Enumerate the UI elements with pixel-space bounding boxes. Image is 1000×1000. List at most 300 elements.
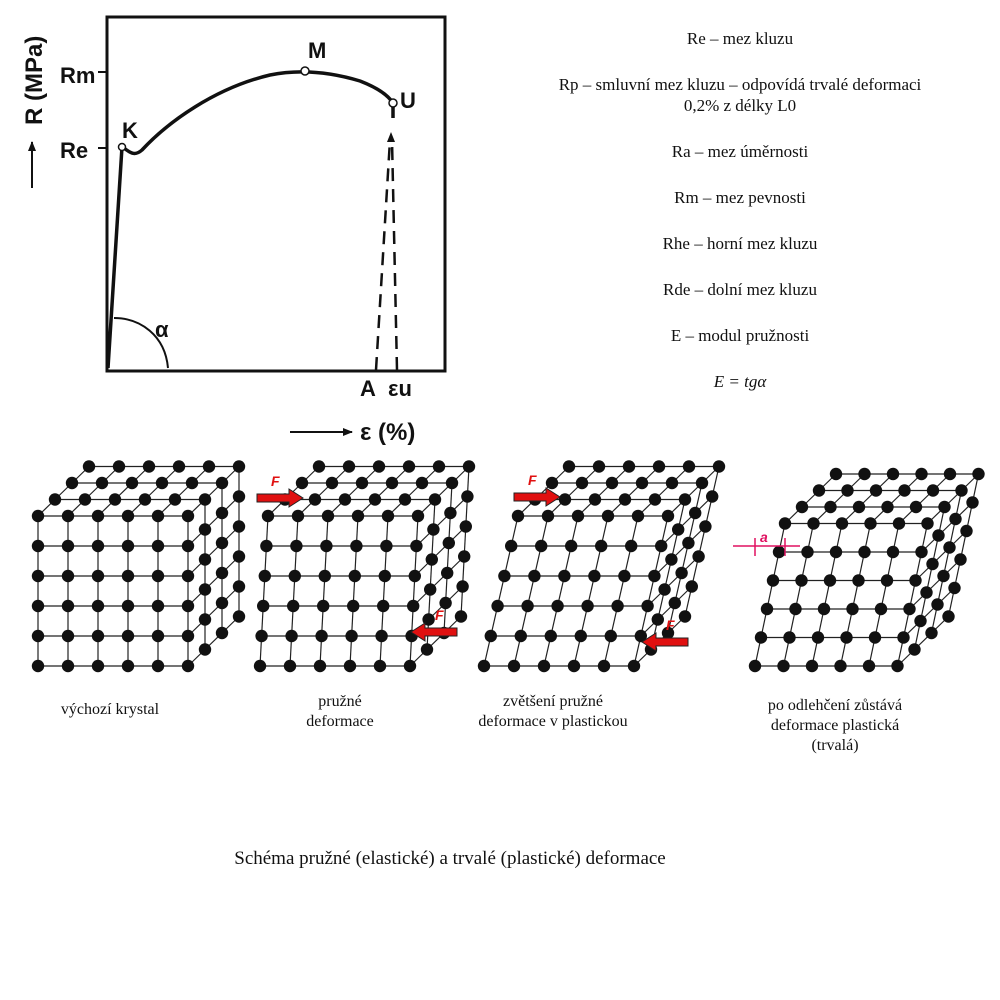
atom: [259, 570, 271, 582]
atom: [122, 540, 134, 552]
atom: [369, 493, 381, 505]
atom: [625, 540, 637, 552]
atom: [421, 643, 433, 655]
atom: [62, 630, 74, 642]
atom: [699, 520, 711, 532]
atom: [559, 493, 571, 505]
atom: [546, 477, 558, 489]
atom: [801, 546, 813, 558]
atom: [755, 631, 767, 643]
atom: [948, 582, 960, 594]
unloading-arrow-head: [387, 132, 395, 142]
atom: [853, 501, 865, 513]
atom: [32, 600, 44, 612]
atom: [572, 510, 584, 522]
y-tick-rm: Rm: [60, 63, 96, 88]
atom: [349, 570, 361, 582]
offset-label: a: [760, 529, 768, 545]
atom: [505, 540, 517, 552]
atom: [655, 540, 667, 552]
atom: [403, 460, 415, 472]
atom: [315, 630, 327, 642]
atom: [92, 570, 104, 582]
atom: [795, 574, 807, 586]
force-arrow: [257, 473, 303, 507]
caption-initial-crystal: výchozí krystal: [60, 701, 160, 718]
atom: [407, 600, 419, 612]
atom: [679, 493, 691, 505]
atom: [649, 493, 661, 505]
atom: [62, 660, 74, 672]
atom: [182, 510, 194, 522]
atom: [260, 540, 272, 552]
atom: [943, 541, 955, 553]
atom: [840, 631, 852, 643]
atom: [942, 610, 954, 622]
atom: [966, 496, 978, 508]
atom: [538, 660, 550, 672]
atom: [314, 660, 326, 672]
atom: [558, 570, 570, 582]
atom: [478, 660, 490, 672]
point-k-label: K: [122, 118, 138, 143]
atom: [675, 567, 687, 579]
atom: [379, 570, 391, 582]
atom: [807, 517, 819, 529]
atom: [485, 630, 497, 642]
atom: [869, 631, 881, 643]
atom: [455, 610, 467, 622]
atom: [412, 510, 424, 522]
atom: [386, 477, 398, 489]
atom: [887, 468, 899, 480]
atom: [773, 546, 785, 558]
atom: [461, 490, 473, 502]
atom: [836, 517, 848, 529]
atom: [545, 630, 557, 642]
atom: [296, 477, 308, 489]
atom: [399, 493, 411, 505]
atom: [343, 460, 355, 472]
crystal-elastic-to-plastic: [478, 460, 725, 672]
atom: [789, 603, 801, 615]
atom: [289, 570, 301, 582]
atom: [932, 529, 944, 541]
atom: [122, 570, 134, 582]
figure-title: Schéma pružné (elastické) a trvalé (plastické) deformace: [234, 848, 666, 869]
atom: [706, 490, 718, 502]
point-u-label: U: [400, 88, 416, 113]
atom: [619, 493, 631, 505]
atom: [122, 630, 134, 642]
atom: [606, 477, 618, 489]
atom: [662, 510, 674, 522]
atom: [326, 477, 338, 489]
atom: [350, 540, 362, 552]
atom: [443, 537, 455, 549]
atom: [32, 540, 44, 552]
atom: [152, 540, 164, 552]
atom: [380, 540, 392, 552]
atom: [66, 477, 78, 489]
atom: [841, 484, 853, 496]
atom: [233, 550, 245, 562]
atom: [944, 468, 956, 480]
legend-item-rm: Rm – mez pevnosti: [674, 188, 806, 207]
point-m-label: M: [308, 38, 327, 63]
atom: [233, 460, 245, 472]
atom: [858, 468, 870, 480]
atom: [783, 631, 795, 643]
atom: [955, 484, 967, 496]
atom: [652, 613, 664, 625]
crystal-initial: [32, 460, 245, 672]
atom: [122, 510, 134, 522]
angle-label: α: [155, 317, 169, 342]
atom: [909, 574, 921, 586]
atom: [233, 610, 245, 622]
atom: [563, 460, 575, 472]
atom: [433, 460, 445, 472]
atom: [182, 600, 194, 612]
atom: [317, 600, 329, 612]
atom: [696, 477, 708, 489]
atom: [658, 583, 670, 595]
atom: [779, 517, 791, 529]
atom: [682, 537, 694, 549]
atom: [62, 600, 74, 612]
legend-formula: E = tgα: [713, 372, 767, 391]
atom: [834, 660, 846, 672]
y-axis-label: R (MPa): [21, 35, 48, 125]
force-arrow: [411, 607, 457, 641]
atom: [551, 600, 563, 612]
atom: [920, 586, 932, 598]
atom: [456, 580, 468, 592]
atom: [126, 477, 138, 489]
atom: [761, 603, 773, 615]
atom: [83, 460, 95, 472]
atom: [216, 477, 228, 489]
atom: [623, 460, 635, 472]
atom: [508, 660, 520, 672]
atom: [575, 630, 587, 642]
atom: [313, 460, 325, 472]
atom: [92, 510, 104, 522]
atom: [216, 507, 228, 519]
atom: [641, 600, 653, 612]
atom: [373, 460, 385, 472]
atom: [824, 574, 836, 586]
atom: [199, 583, 211, 595]
atom: [345, 630, 357, 642]
atom: [182, 660, 194, 672]
atom: [806, 660, 818, 672]
atom: [692, 550, 704, 562]
atom: [568, 660, 580, 672]
atom: [152, 600, 164, 612]
atom: [689, 507, 701, 519]
atom: [427, 523, 439, 535]
atom: [32, 510, 44, 522]
unloading-line-a: [376, 140, 390, 370]
atom: [182, 630, 194, 642]
atom: [216, 627, 228, 639]
atom: [377, 600, 389, 612]
point-m-marker: [301, 67, 309, 75]
atom: [216, 537, 228, 549]
atom: [375, 630, 387, 642]
x-axis-label: ε (%): [360, 419, 416, 446]
atom: [910, 501, 922, 513]
atom: [937, 570, 949, 582]
atom: [404, 660, 416, 672]
atom: [898, 484, 910, 496]
atom: [683, 460, 695, 472]
atom: [152, 510, 164, 522]
atom: [199, 553, 211, 565]
atom: [309, 493, 321, 505]
atom: [203, 460, 215, 472]
atom: [122, 660, 134, 672]
atom: [648, 570, 660, 582]
caption-elastic: pružné deformace: [306, 693, 374, 730]
atom: [156, 477, 168, 489]
atom: [92, 540, 104, 552]
atom: [830, 546, 842, 558]
atom: [669, 597, 681, 609]
atom: [846, 603, 858, 615]
atom: [143, 460, 155, 472]
y-tick-re: Re: [60, 138, 89, 163]
atom: [424, 583, 436, 595]
atom: [927, 484, 939, 496]
legend-item-re: Re – mez kluzu: [686, 29, 794, 48]
atom: [416, 477, 428, 489]
atom: [796, 501, 808, 513]
atom: [954, 553, 966, 565]
atom: [199, 493, 211, 505]
atom: [605, 630, 617, 642]
atom: [863, 660, 875, 672]
atom: [636, 477, 648, 489]
atom: [824, 501, 836, 513]
atom: [830, 468, 842, 480]
atom: [49, 493, 61, 505]
crystal-elastic: [254, 460, 475, 672]
atom: [767, 574, 779, 586]
atom: [458, 550, 470, 562]
legend: [540, 28, 940, 417]
atom: [426, 553, 438, 565]
atom: [410, 540, 422, 552]
atom: [113, 460, 125, 472]
atom: [931, 598, 943, 610]
atom: [92, 630, 104, 642]
atom: [109, 493, 121, 505]
atom: [972, 468, 984, 480]
atom: [914, 615, 926, 627]
atom: [233, 490, 245, 502]
atom: [628, 660, 640, 672]
atom: [233, 580, 245, 592]
atom: [32, 570, 44, 582]
atom: [672, 523, 684, 535]
atom: [254, 660, 266, 672]
atom: [92, 660, 104, 672]
atom: [949, 513, 961, 525]
atom: [319, 570, 331, 582]
legend-item-ra: Ra – mez úměrnosti: [671, 142, 809, 161]
atom: [864, 517, 876, 529]
legend-item-e: E – modul pružnosti: [670, 326, 810, 345]
atom: [498, 570, 510, 582]
atom: [409, 570, 421, 582]
atom: [749, 660, 761, 672]
point-k-marker: [119, 144, 126, 151]
atom: [199, 643, 211, 655]
atom: [666, 477, 678, 489]
atom: [182, 570, 194, 582]
atom: [429, 493, 441, 505]
stress-strain-graph: [21, 17, 445, 446]
atom: [818, 603, 830, 615]
atom: [653, 460, 665, 472]
atom: [139, 493, 151, 505]
atom: [255, 630, 267, 642]
atom: [588, 570, 600, 582]
atom: [285, 630, 297, 642]
atom: [611, 600, 623, 612]
atom: [960, 525, 972, 537]
atom: [813, 484, 825, 496]
x-tick-eu: εu: [388, 376, 412, 401]
atom: [173, 460, 185, 472]
force-label: F: [666, 617, 675, 633]
atom: [593, 460, 605, 472]
atom: [521, 600, 533, 612]
atom: [320, 540, 332, 552]
caption-elastic-to-plastic: zvětšení pružné deformace v plastickou: [478, 693, 628, 730]
atom: [535, 540, 547, 552]
force-label: F: [271, 473, 280, 489]
atom: [515, 630, 527, 642]
atom: [32, 630, 44, 642]
atom: [598, 660, 610, 672]
atom: [512, 510, 524, 522]
atom: [382, 510, 394, 522]
atom: [62, 540, 74, 552]
atom: [893, 517, 905, 529]
atom: [287, 600, 299, 612]
atom: [595, 540, 607, 552]
crystal-plastic-permanent: [733, 468, 985, 672]
atom: [915, 546, 927, 558]
atom: [926, 558, 938, 570]
atom: [292, 510, 304, 522]
atom: [169, 493, 181, 505]
atom: [915, 468, 927, 480]
atom: [618, 570, 630, 582]
atom: [152, 660, 164, 672]
atom: [344, 660, 356, 672]
atom: [686, 580, 698, 592]
atom: [460, 520, 472, 532]
x-tick-a: A: [360, 376, 376, 401]
atom: [339, 493, 351, 505]
force-label: F: [528, 472, 537, 488]
atom: [576, 477, 588, 489]
atom: [881, 501, 893, 513]
atom: [602, 510, 614, 522]
atom: [542, 510, 554, 522]
stress-strain-curve: [108, 72, 393, 368]
caption-plastic-permanent: po odlehčení zůstává deformace plastická (trvalá): [767, 697, 903, 754]
atom: [938, 501, 950, 513]
atom: [713, 460, 725, 472]
atom: [565, 540, 577, 552]
atom: [262, 510, 274, 522]
atom: [122, 600, 134, 612]
atom: [881, 574, 893, 586]
atom: [374, 660, 386, 672]
atom: [463, 460, 475, 472]
atom: [79, 493, 91, 505]
atom: [32, 660, 44, 672]
atom: [925, 627, 937, 639]
unloading-line-eu: [392, 140, 397, 370]
atom: [679, 610, 691, 622]
atom: [446, 477, 458, 489]
atom: [921, 517, 933, 529]
atom: [891, 660, 903, 672]
atom: [186, 477, 198, 489]
legend-item-rhe: Rhe – horní mez kluzu: [662, 234, 818, 253]
point-u-marker: [389, 99, 397, 107]
atom: [581, 600, 593, 612]
atom: [852, 574, 864, 586]
atom: [528, 570, 540, 582]
atom: [903, 603, 915, 615]
atom: [199, 613, 211, 625]
atom: [491, 600, 503, 612]
atom: [908, 643, 920, 655]
atom: [152, 570, 164, 582]
atom: [858, 546, 870, 558]
atom: [887, 546, 899, 558]
atom: [356, 477, 368, 489]
legend-item-rde: Rde – dolní mez kluzu: [663, 280, 817, 299]
atom: [352, 510, 364, 522]
atom: [152, 630, 164, 642]
atom: [62, 570, 74, 582]
atom: [632, 510, 644, 522]
atom: [216, 567, 228, 579]
atom: [216, 597, 228, 609]
atom: [441, 567, 453, 579]
atom: [444, 507, 456, 519]
atom: [589, 493, 601, 505]
atom: [777, 660, 789, 672]
atom: [182, 540, 194, 552]
atom: [347, 600, 359, 612]
atom: [322, 510, 334, 522]
atom: [92, 600, 104, 612]
atom: [199, 523, 211, 535]
atom: [284, 660, 296, 672]
atom: [290, 540, 302, 552]
atom: [233, 520, 245, 532]
